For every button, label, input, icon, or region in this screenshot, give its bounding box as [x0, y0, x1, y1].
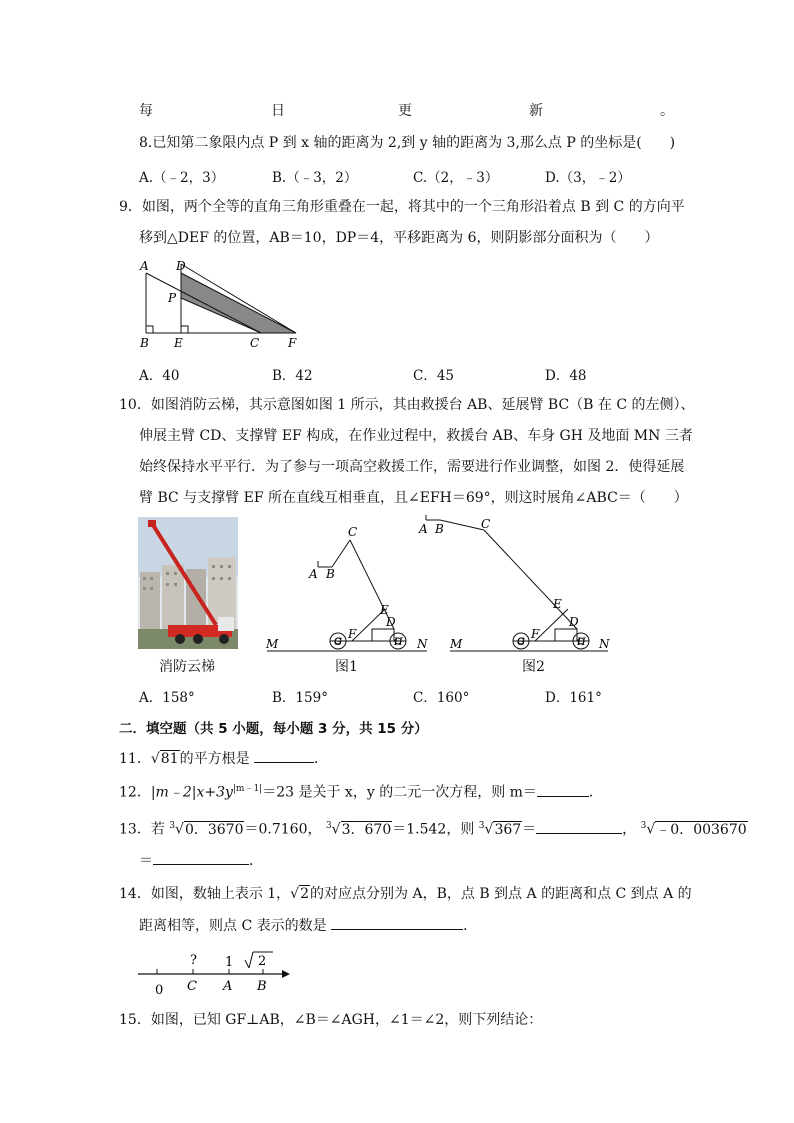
question-9-line1: 9．如图，两个全等的直角三角形重叠在一起，将其中的一个三角形沿着点 B 到 C 的方向平 [119, 199, 685, 215]
q13-index: 3 [640, 821, 647, 831]
fire-ladder-photo [138, 517, 238, 649]
label-F: F [288, 336, 297, 350]
q13-answer-blank-1[interactable] [536, 819, 622, 834]
label-P: P [168, 291, 177, 305]
q11-radicand: 81 [160, 751, 179, 767]
axis-label-c: C [187, 979, 197, 994]
q8-option-d[interactable]: D.（3，﹣2） [545, 170, 631, 186]
q14-answer-blank[interactable] [331, 915, 463, 930]
question-13-line2 [139, 850, 263, 871]
fig2-label-f: F [531, 627, 540, 641]
fig1-label-n: N [417, 637, 428, 651]
axis-label-question: ? [190, 953, 197, 968]
cbrt-2: $^3$√3．670 [325, 821, 392, 838]
q8-option-b[interactable]: B.（﹣3，2） [272, 170, 358, 186]
fig2-label-n: N [599, 637, 610, 651]
question-9-line2: 移到△DEF 的位置，AB＝10，DP＝4，平移距离为 6，则阴影部分面积为（ ） [139, 230, 659, 246]
label-C: C [250, 336, 260, 350]
section-2-heading: 二．填空题（共 5 小题，每小题 3 分，共 15 分） [119, 721, 428, 737]
question-10-line4: 臂 BC 与支撑臂 EF 所在直线互相垂直，且∠EFH＝69°，则这时展角∠ABC＝（ ） [139, 490, 688, 506]
watermark-char: 每 [139, 103, 153, 119]
question-10-line2: 伸展主臂 CD、支撑臂 EF 构成，在作业过程中，救援台 AB、车身 GH 及地面 MN 三者 [139, 428, 693, 444]
figure-1-caption: 图1 [335, 659, 358, 675]
figure-2-caption: 图2 [522, 659, 545, 675]
cbrt-1: $^3$√0．3670 [169, 821, 244, 838]
question-14-line2 [139, 915, 477, 936]
q12-expr: |m﹣2|x+3y [150, 784, 233, 801]
fig2-label-c: C [481, 517, 491, 531]
q12-number: 12． [119, 784, 151, 801]
fig2-label-g: G [517, 637, 525, 648]
fig2-label-m: M [450, 637, 463, 651]
question-12 [119, 779, 603, 803]
shaded-region [181, 273, 296, 333]
q10-option-b[interactable]: B．159° [272, 690, 328, 706]
axis-label-zero: 0 [155, 983, 164, 998]
label-B: B [140, 336, 149, 350]
question-15: 15．如图，已知 GF⊥AB，∠B＝∠AGH，∠1＝∠2，则下列结论： [119, 1012, 543, 1028]
photo-caption: 消防云梯 [159, 659, 215, 675]
q13-number: 13．若 [119, 821, 165, 838]
q13-index: 3 [169, 821, 176, 831]
fig2-label-d: D [569, 615, 579, 629]
q11-text: 的平方根是 [179, 751, 250, 767]
fig1-label-b: B [326, 567, 335, 581]
q10-option-a[interactable]: A．158° [139, 690, 195, 706]
q9-option-c[interactable]: C．45 [413, 368, 455, 384]
q13-cont: ＝ [139, 853, 153, 869]
fig2-label-a: A [419, 522, 428, 536]
number-line [136, 944, 296, 998]
axis-label-one: 1 [225, 955, 234, 970]
fig1-label-c: C [348, 525, 358, 539]
fig1-label-g: G [334, 637, 342, 648]
q9-triangle-figure [136, 256, 306, 351]
label-E: E [174, 336, 183, 350]
q11-answer-blank[interactable] [254, 748, 314, 763]
q14-text-a: 14．如图，数轴上表示 1， [119, 886, 291, 902]
fig2-label-h: H [577, 637, 586, 648]
q13-radicand-1: 0．3670 [184, 821, 244, 838]
q10-option-c[interactable]: C．160° [413, 690, 470, 706]
q12-end: ． [588, 784, 603, 801]
question-10-line3: 始终保持水平平行．为了参与一项高空救援工作，需要进行作业调整，如图 2．使得延展 [139, 459, 685, 475]
fig1-label-h: H [394, 637, 403, 648]
q13-end: ． [249, 853, 263, 869]
fig1-label-f: F [348, 627, 357, 641]
q8-option-a[interactable]: A.（﹣2，3） [139, 170, 225, 186]
q14-text-b: 的对应点分别为 A，B，点 B 到点 A 的距离和点 C 到点 A 的 [310, 886, 692, 902]
q13-answer-blank-2[interactable] [153, 850, 249, 865]
q11-end: ． [314, 751, 329, 767]
q8-option-c[interactable]: C.（2，﹣3） [413, 170, 499, 186]
sqrt-2: √2 [290, 886, 310, 902]
q9-option-a[interactable]: A．40 [139, 368, 180, 384]
watermark-char: 日 [271, 103, 285, 119]
label-D: D [176, 259, 186, 273]
watermark-char: 新 [529, 103, 543, 119]
figure-1 [262, 522, 432, 654]
question-8-text: 8.已知第二象限内点 P 到 x 轴的距离为 2,到 y 轴的距离为 3,那么点 P 的坐标是( ) [139, 135, 676, 151]
watermark-char: 。 [660, 103, 674, 119]
q13-radicand-3: 367 [494, 821, 522, 838]
q13-radicand-4: ﹣0．003670 [656, 821, 747, 838]
q13-radicand-2: 3．670 [341, 821, 392, 838]
q9-option-d[interactable]: D．48 [545, 368, 587, 384]
q13-value-3: ＝ [522, 821, 537, 838]
axis-label-root2: 2 [258, 954, 267, 969]
label-A: A [140, 259, 149, 273]
q11-number: 11． [119, 751, 151, 767]
cbrt-4: $^3$√﹣0．003670 [640, 821, 747, 838]
q14-radicand: 2 [300, 886, 310, 902]
q14-end: ． [463, 918, 478, 934]
fig1-label-e: E [380, 603, 389, 617]
question-10-line1: 10．如图消防云梯，其示意图如图 1 所示，其由救援台 AB、延展臂 BC（B 在 C 的左侧）、 [119, 397, 695, 413]
fig1-label-m: M [266, 637, 279, 651]
q14-text-c: 距离相等，则点 C 表示的数是 [139, 918, 327, 934]
q13-index: 3 [478, 821, 485, 831]
watermark-char: 更 [398, 103, 412, 119]
sqrt-81: √81 [150, 751, 179, 767]
q10-option-d[interactable]: D．161° [545, 690, 602, 706]
q12-answer-blank[interactable] [537, 782, 589, 797]
axis-label-a: A [223, 979, 233, 994]
q13-value-1: ＝0.7160， [244, 821, 322, 838]
fig2-label-e: E [553, 597, 562, 611]
question-14-line1 [119, 884, 692, 904]
fig1-label-d: D [386, 615, 396, 629]
question-11 [119, 748, 328, 769]
q12-text: ＝23 是关于 x，y 的二元一次方程，则 m＝ [262, 784, 537, 801]
q13-value-2: ＝1.542，则 [392, 821, 475, 838]
cbrt-3: $^3$√367 [478, 821, 522, 838]
figure-2 [418, 514, 614, 654]
question-13-line1: 13．若 $^3$√0．3670＝0.7160， $^3$√3．670＝1.542，则 $^3$√367＝ ， $^3$√﹣0．003670 [119, 816, 748, 840]
q9-option-b[interactable]: B．42 [272, 368, 313, 384]
q13-index: 3 [325, 821, 332, 831]
fig2-label-b: B [435, 522, 444, 536]
axis-label-b: B [257, 979, 267, 994]
q12-exponent: |m﹣1| [232, 784, 263, 794]
fig1-label-a: A [309, 567, 318, 581]
